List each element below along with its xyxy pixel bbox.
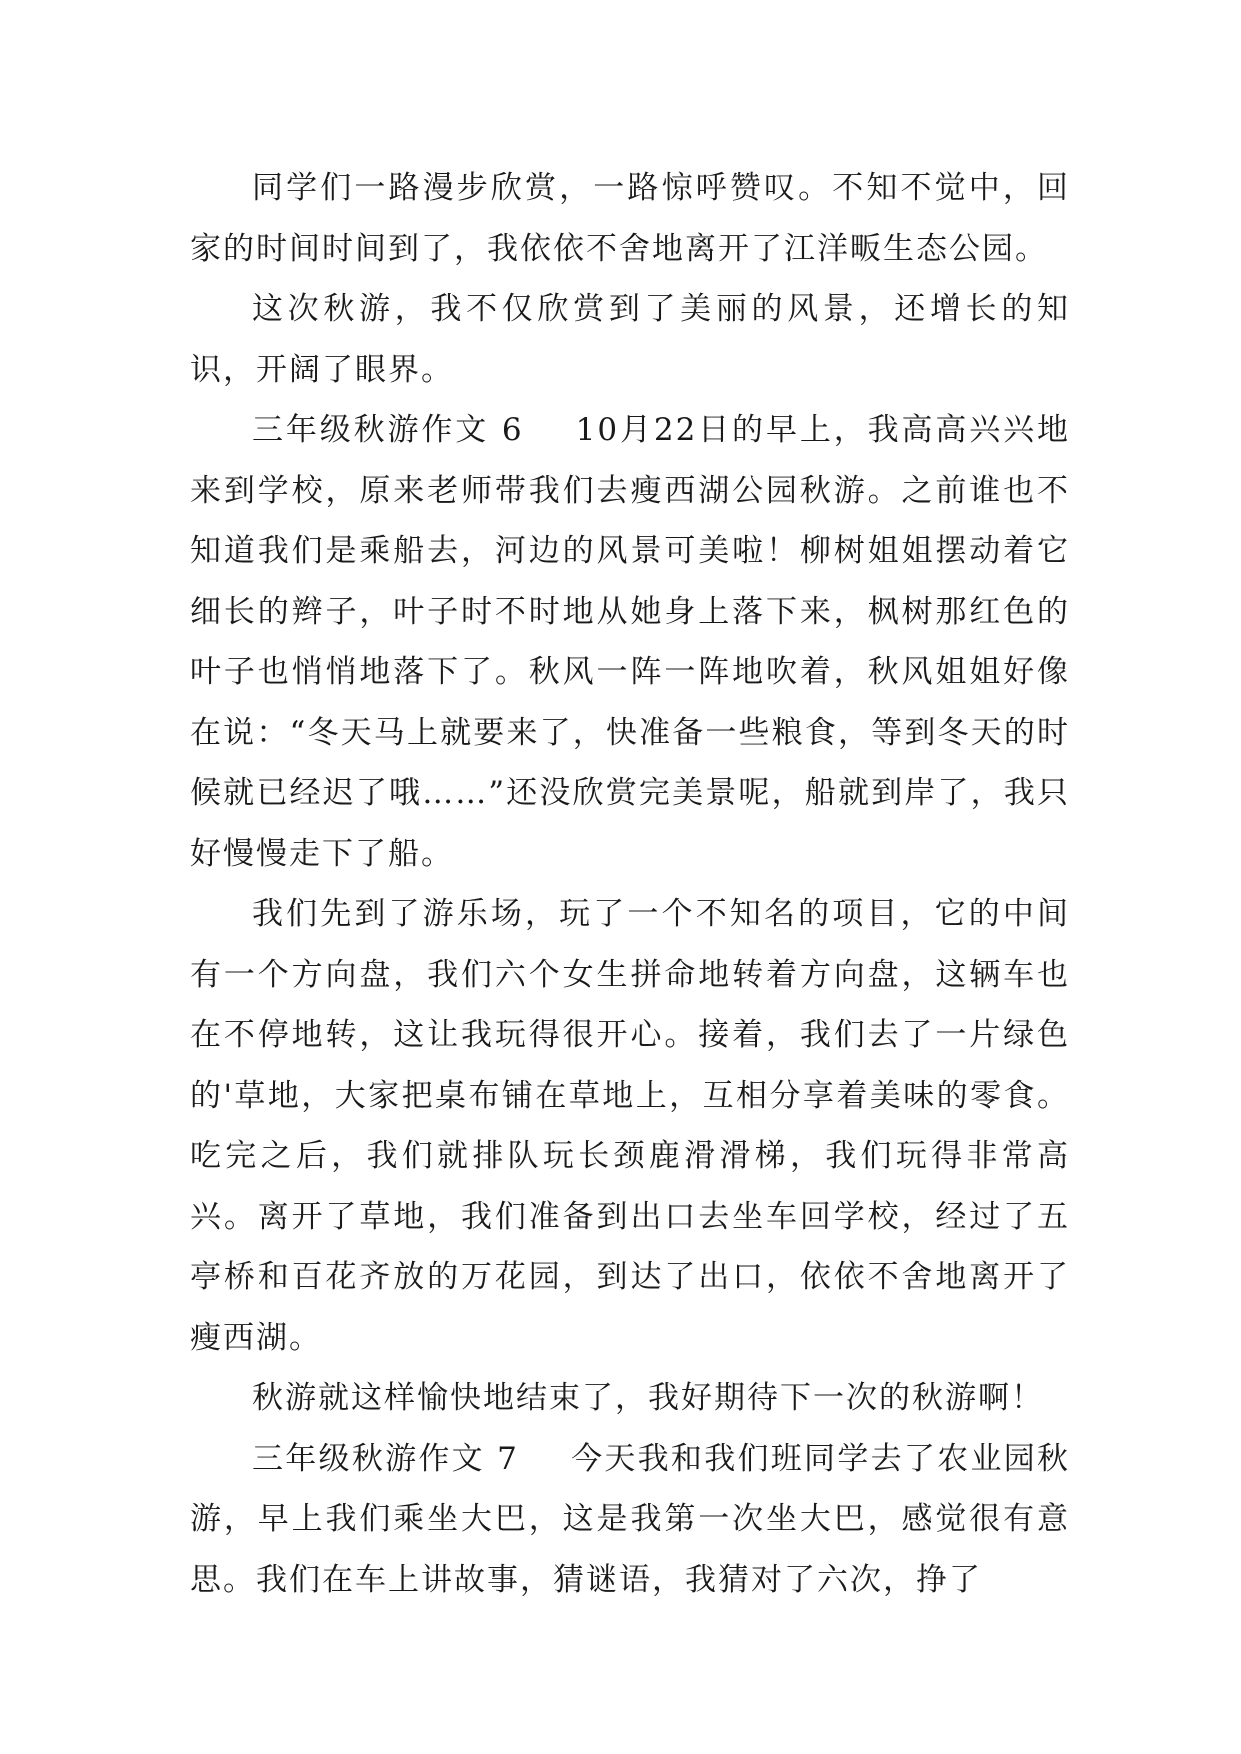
paragraph-with-heading bbox=[190, 1429, 1070, 1611]
paragraph-text: 10月22日的早上，我高高兴兴地来到学校，原来老师带我们去瘦西湖公园秋游。之前谁也不知道我们是乘船去，河边的风景可美啦！柳树姐姐摆动着它细长的辫子，叶子时不时地从她身上落下来，枫树那红色的叶子也悄悄地落下了。秋风一阵一阵地吹着，秋风姐姐好像在说：“冬天马上就要来了，快准备一些粮食，等到冬天的时候就已经迟了哦……”还没欣赏完美景呢，船就到岸了，我只好慢慢走下了船。 bbox=[190, 412, 1070, 872]
paragraph: 秋游就这样愉快地结束了，我好期待下一次的秋游啊！ bbox=[252, 1380, 1044, 1416]
paragraph: 这次秋游，我不仅欣赏到了美丽的风景，还增长的知识，开阔了眼界。 bbox=[190, 291, 1070, 388]
paragraph: 同学们一路漫步欣赏，一路惊呼赞叹。不知不觉中，回家的时间时间到了，我依依不舍地离开了江洋畈生态公园。 bbox=[190, 170, 1070, 267]
essay-heading: 三年级秋游作文 7 bbox=[252, 1440, 519, 1477]
paragraph-with-heading bbox=[190, 400, 1070, 884]
essay-body bbox=[190, 158, 1070, 1610]
paragraph-text: 今天我和我们班同学去了农业园秋游，早上我们乘坐大巴，这是我第一次坐大巴，感觉很有意思。我们在车上讲故事，猜谜语，我猜对了六次，挣了 bbox=[190, 1440, 1070, 1598]
essay-heading: 三年级秋游作文 6 bbox=[252, 412, 524, 448]
paragraph: 我们先到了游乐场，玩了一个不知名的项目，它的中间有一个方向盘，我们六个女生拼命地转着方向盘，这辆车也在不停地转，这让我玩得很开心。接着，我们去了一片绿色的'草地，大家把桌布铺在草地上，互相分享着美味的零食。吃完之后，我们就排队玩长颈鹿滑滑梯，我们玩得非常高兴。离开了草地，我们准备到出口去坐车回学校，经过了五亭桥和百花齐放的万花园，到达了出口，依依不舍地离开了瘦西湖。 bbox=[190, 896, 1070, 1356]
